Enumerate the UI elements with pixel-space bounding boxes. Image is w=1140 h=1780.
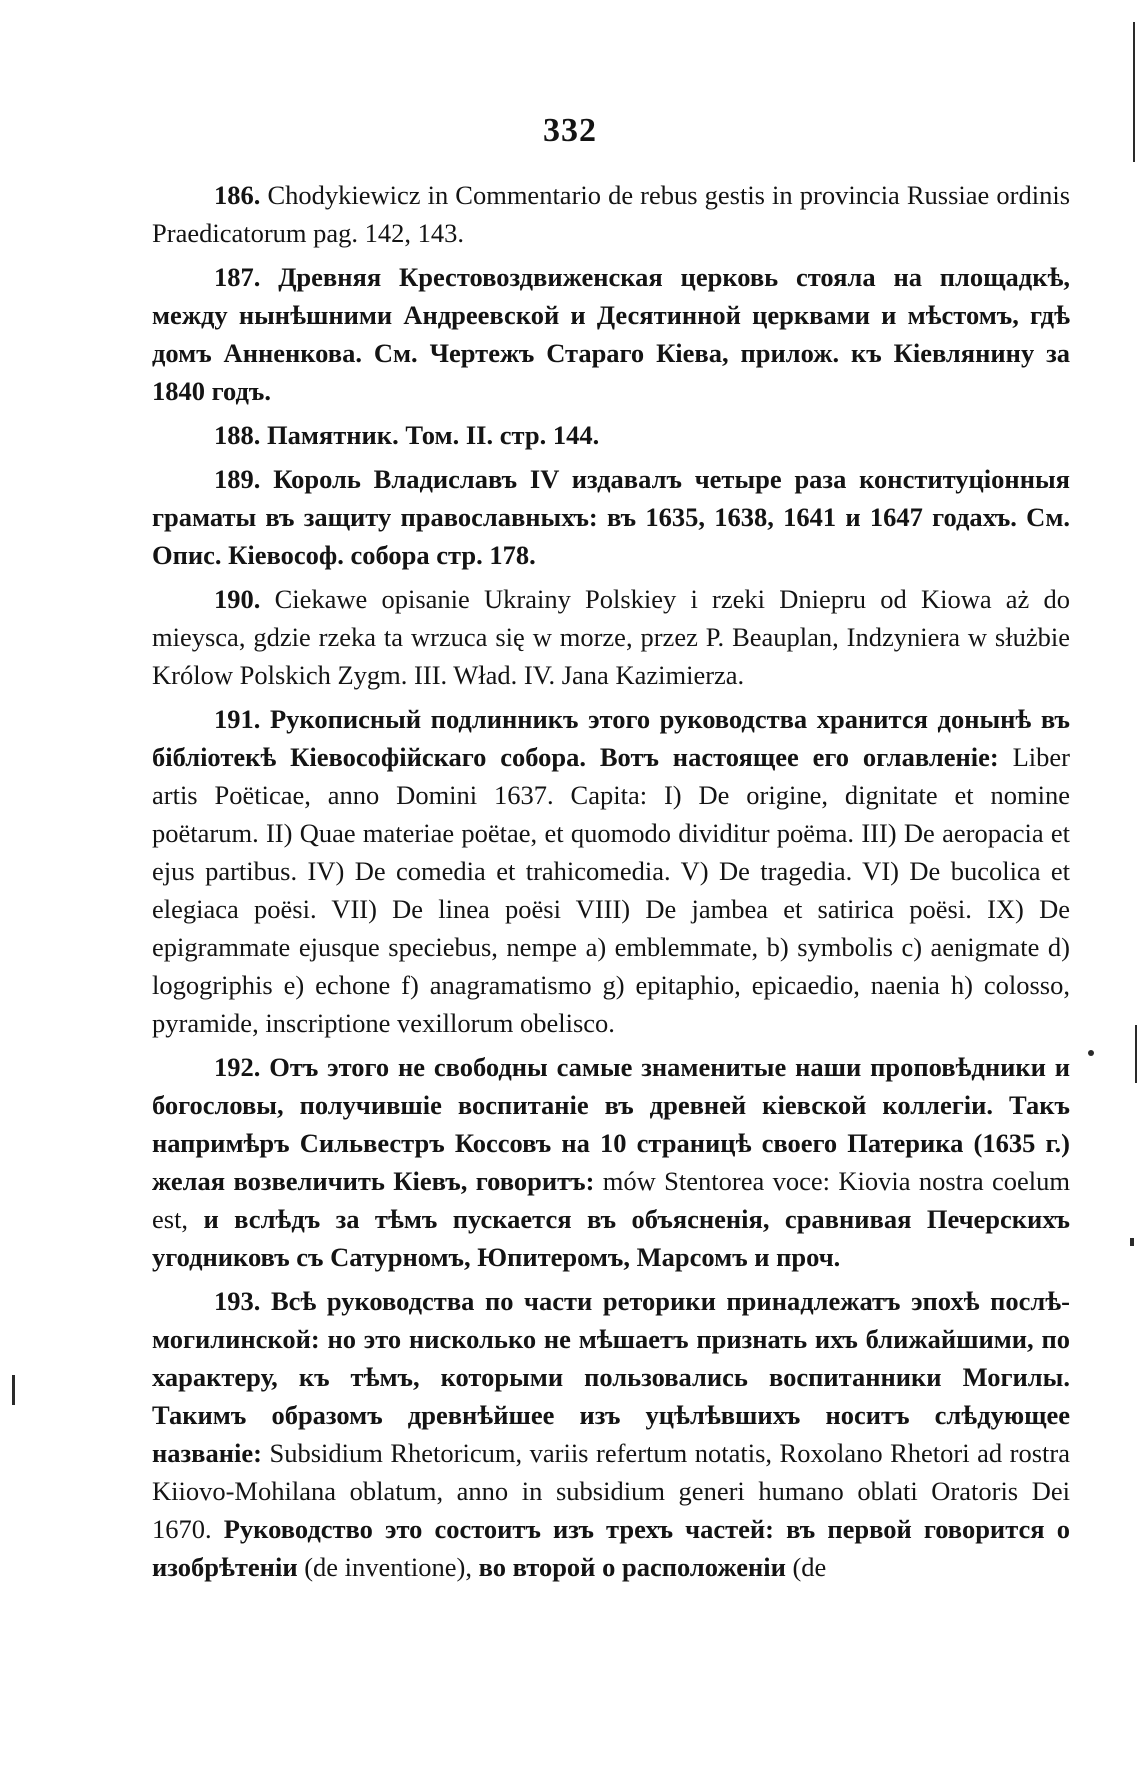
note-text: Chodykiewicz in Commentario de rebus gestis in provincia Russiae ordinis Praedicatorum pag. 142, 143. xyxy=(152,180,1071,248)
note-186 xyxy=(152,176,1070,252)
note-text-latin: (de inventione), xyxy=(304,1552,472,1582)
note-number: 188. xyxy=(214,420,261,450)
note-192 xyxy=(152,1048,1070,1276)
note-number: 192. xyxy=(214,1052,261,1082)
note-189 xyxy=(152,460,1070,574)
note-number: 186. xyxy=(214,180,261,210)
note-text-russian: Рукописный подлинникъ этого руководства хранится донынѣ въ бібліотекѣ Кіевософійскаго собора. Вотъ настоящее его оглавленіе: xyxy=(152,704,1071,772)
note-text-russian: и вслѣдъ за тѣмъ пускается въ объясненія, сравнивая Печерскихъ угодниковъ съ Сатурномъ, Юпитеромъ, Марсомъ и проч. xyxy=(152,1204,1070,1272)
note-text-latin: mów Stentorea voce: Kiovia nostra coelum est, xyxy=(152,1166,1070,1234)
note-text: Король Владиславъ IV издавалъ четыре раза конституціонныя граматы въ защиту православныхъ: въ 1635, 1638, 1641 и 1647 годахъ. См. Опис. Кіевософ. собора стр. 178. xyxy=(152,464,1070,570)
note-text-russian: Руководство это состоитъ изъ трехъ частей: въ первой говорится о изобрѣтеніи xyxy=(152,1514,1071,1582)
note-text: Памятник. Том. II. стр. 144. xyxy=(267,420,600,450)
note-number: 190. xyxy=(214,584,261,614)
note-188 xyxy=(152,416,1070,454)
note-text-russian: во второй о расположеніи xyxy=(478,1552,786,1582)
page-number: 332 xyxy=(543,112,597,149)
note-193 xyxy=(152,1282,1070,1586)
note-text-latin: (de xyxy=(792,1552,827,1582)
note-text-russian: Всѣ руководства по части реторики принадлежатъ эпохѣ послѣ-могилинской: но это нисколько не мѣшаетъ признать ихъ ближайшими, по характеру, къ тѣмъ, которыми пользовались воспитанники Могилы. Такимъ образомъ древнѣйшее изъ уцѣлѣвшихъ носитъ слѣдующее названіе: xyxy=(152,1286,1070,1468)
note-number: 191. xyxy=(214,704,261,734)
note-text: Древняя Крестовоздвиженская церковь стояла на площадкѣ, между нынѣшними Андреевской и Десятинной церквами и мѣстомъ, гдѣ домъ Анненкова. См. Чертежъ Стараго Кіева, прилож. къ Кіевлянину за 1840 годъ. xyxy=(152,262,1070,406)
margin-dot-mark xyxy=(1088,1050,1094,1056)
note-text-latin: Liber artis Poëticae, anno Domini 1637. Capita: I) De origine, dignitate et nomine poëtarum. II) Quae materiae poëtae, et quomodo dividitur poëma. III) De aeropacia et ejus partibus. IV) De comedia et trahicomedia. V) De tragedia. VI) De bucolica et elegiaca poësi. VII) De linea poësi VIII) De jambea et satirica poësi. IX) De epigrammate ejusque speciebus, nempe a) emblemmate, b) symbolis c) aenigmate d) logogriphis e) echone f) anagramatismo g) epitaphio, epicaedio, naenia h) colosso, pyramide, inscriptione vexillorum obelisco. xyxy=(152,742,1070,1038)
footnotes-column xyxy=(152,176,1070,1592)
margin-dot-mark xyxy=(12,1375,15,1405)
note-number: 187. xyxy=(214,262,261,292)
margin-line-mark xyxy=(1133,22,1135,162)
note-text: Ciekawe opisanie Ukrainy Polskiey i rzeki Dniepru od Kiowa aż do mieysca, gdzie rzeka ta wrzuca się w morze, przez P. Beauplan, Indzyniera w służbie Królow Polskich Zygm. III. Wład. IV. Jana Kazimierza. xyxy=(152,584,1071,690)
note-187 xyxy=(152,258,1070,410)
margin-dot-mark xyxy=(1130,1238,1134,1246)
note-text-latin: Subsidium Rhetoricum, variis refertum notatis, Roxolano Rhetori ad rostra Kiiovo-Mohilana oblatum, anno in subsidium generi humano oblati Oratoris Dei 1670. xyxy=(152,1438,1070,1544)
note-190 xyxy=(152,580,1070,694)
margin-line-mark xyxy=(1135,1025,1137,1083)
note-number: 193. xyxy=(214,1286,261,1316)
note-number: 189. xyxy=(214,464,261,494)
note-191 xyxy=(152,700,1070,1042)
note-text-russian: Отъ этого не свободны самые знаменитые наши проповѣдники и богословы, получившіе воспитаніе въ древней кіевской коллегіи. Такъ напримѣръ Сильвестръ Коссовъ на 10 страницѣ своего Патерика (1635 г.) желая возвеличить Кіевъ, говоритъ: xyxy=(152,1052,1070,1196)
